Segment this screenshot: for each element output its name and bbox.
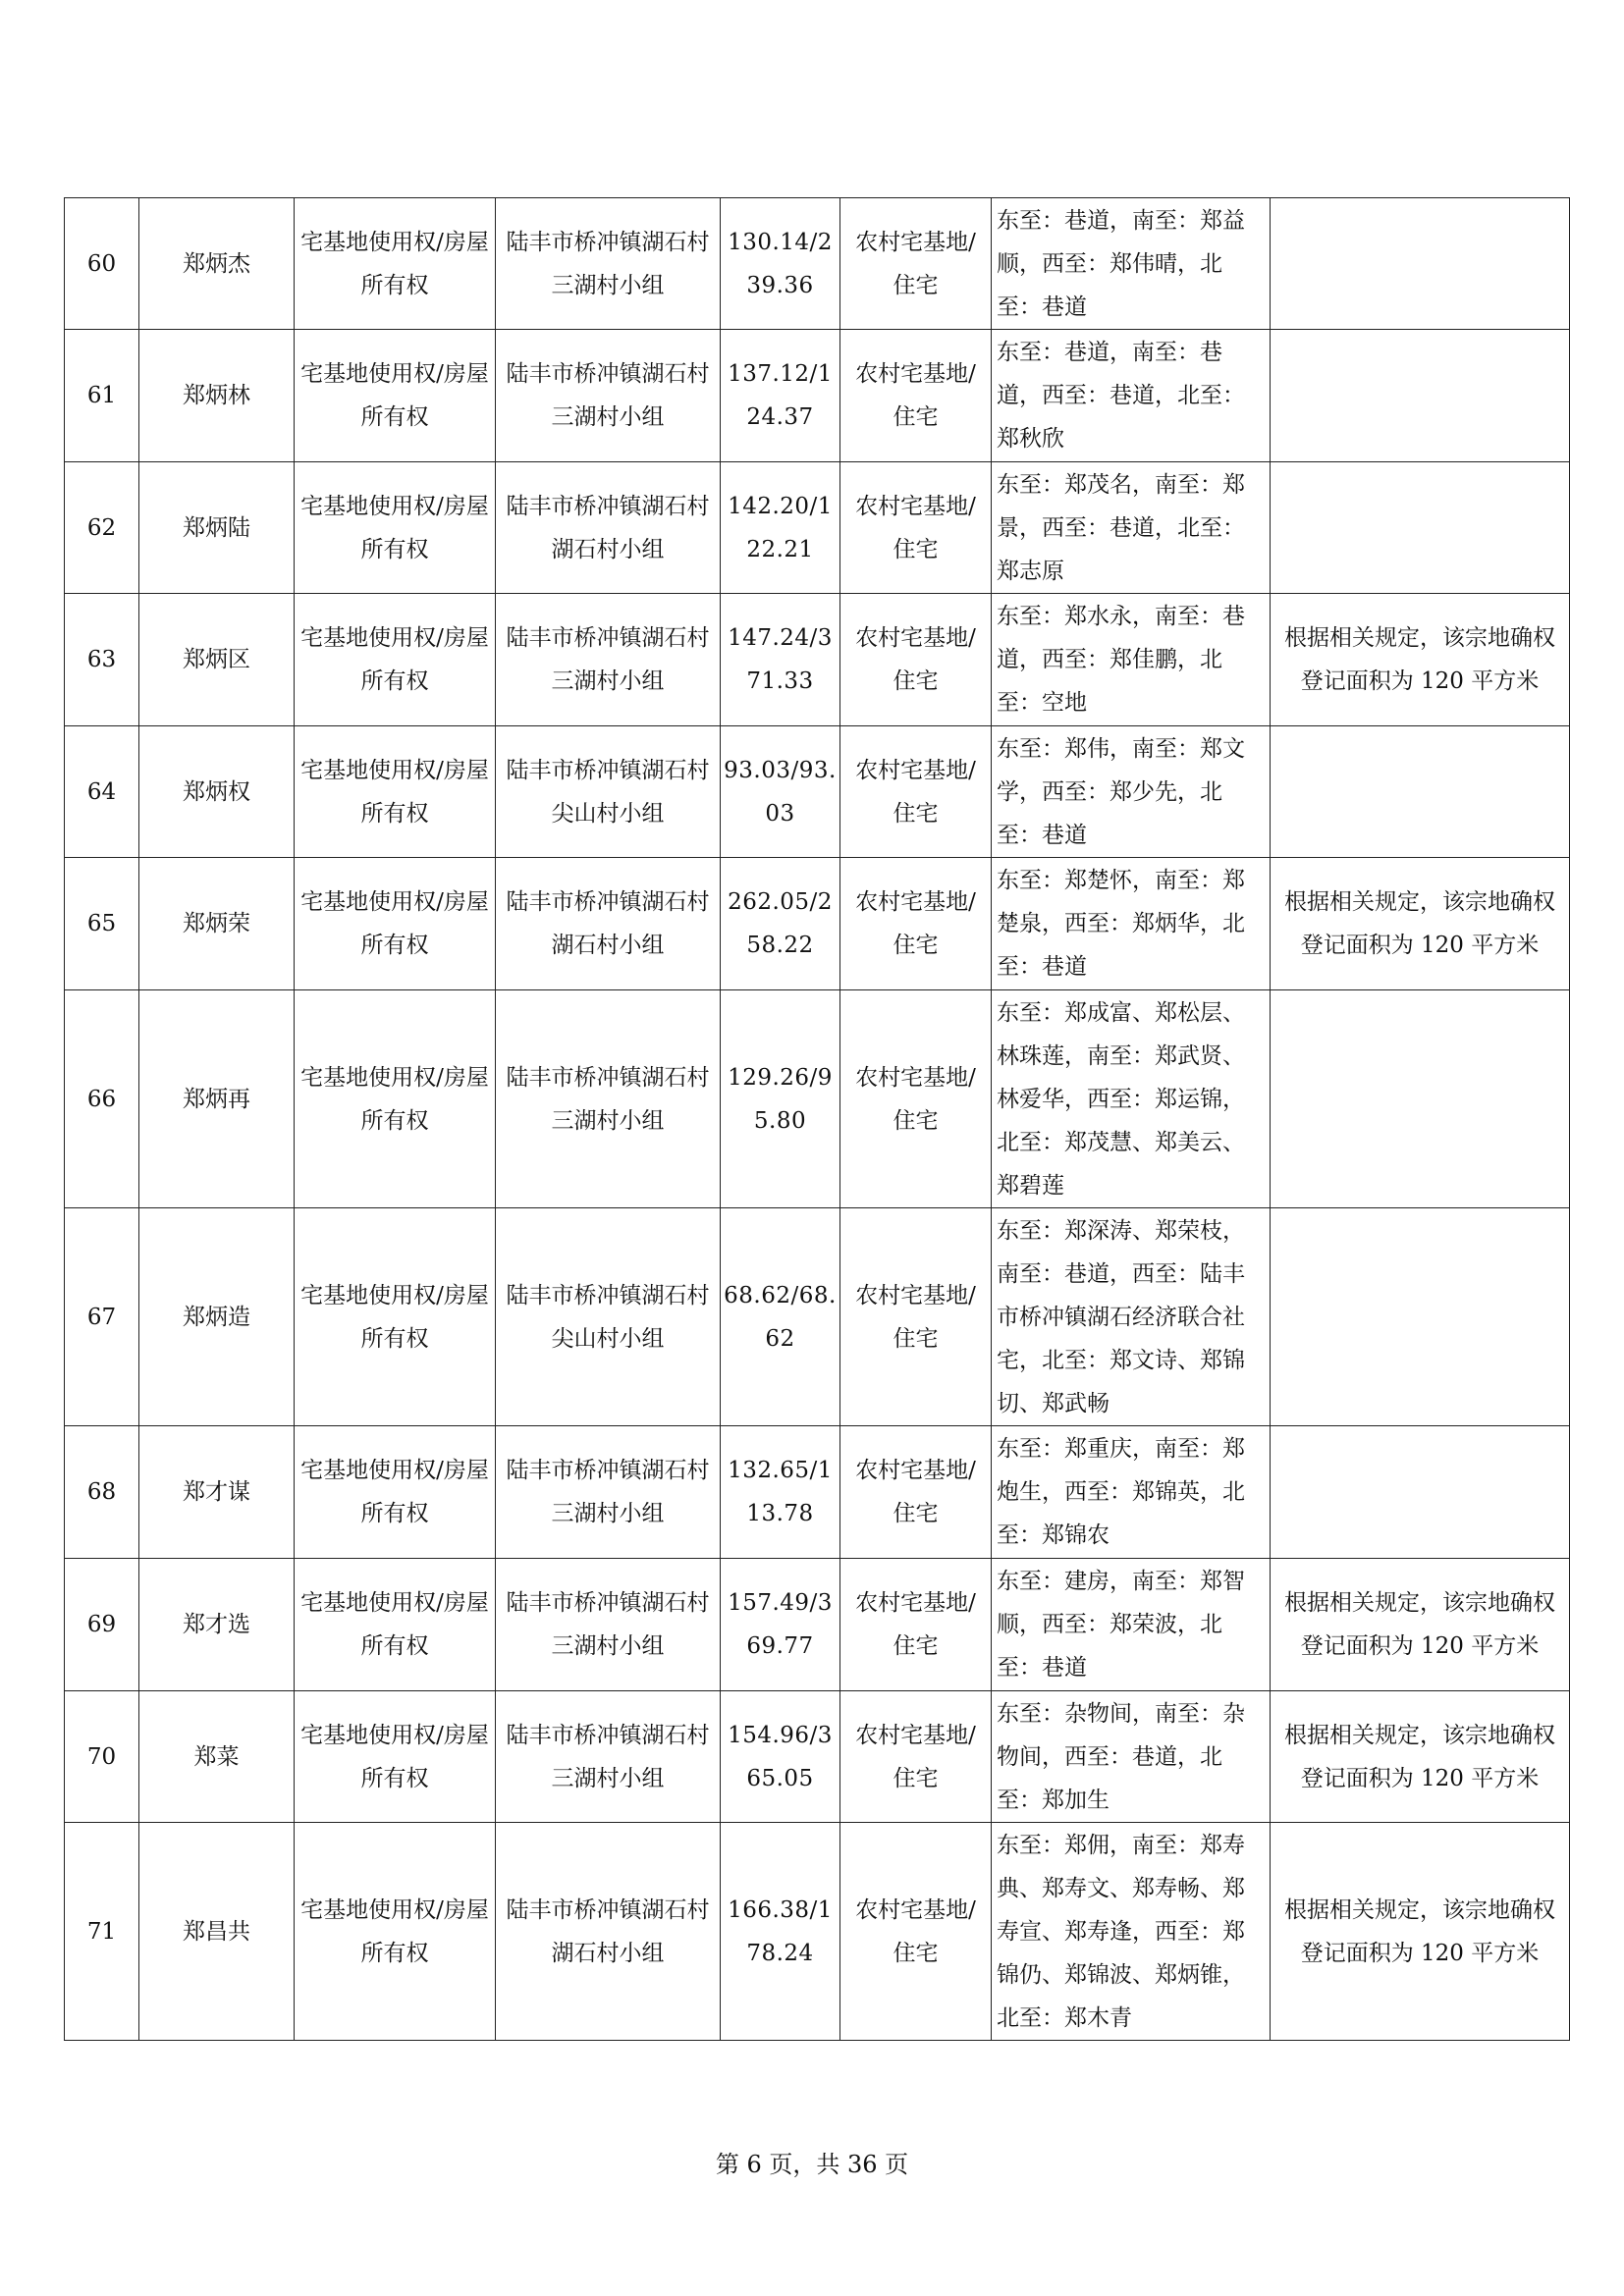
cell-row-number: 71: [65, 1823, 139, 2041]
cell-row-number: 61: [65, 330, 139, 462]
cell-right-type: 宅基地使用权/房屋所有权: [295, 726, 496, 858]
cell-owner-name: 郑炳区: [139, 594, 295, 726]
cell-row-number: 64: [65, 726, 139, 858]
cell-land-use: 农村宅基地/住宅: [840, 1426, 992, 1559]
cell-owner-name: 郑才谋: [139, 1426, 295, 1559]
cell-owner-name: 郑炳再: [139, 990, 295, 1208]
cell-location: 陆丰市桥冲镇湖石村湖石村小组: [496, 462, 721, 594]
table-row: [65, 1426, 1570, 1559]
cell-owner-name: 郑菜: [139, 1691, 295, 1823]
cell-row-number: 68: [65, 1426, 139, 1559]
cell-row-number: 66: [65, 990, 139, 1208]
cell-area: 132.65/113.78: [721, 1426, 840, 1559]
cell-location: 陆丰市桥冲镇湖石村湖石村小组: [496, 858, 721, 990]
cell-right-type: 宅基地使用权/房屋所有权: [295, 1691, 496, 1823]
cell-land-use: 农村宅基地/住宅: [840, 990, 992, 1208]
table-body: [65, 198, 1570, 2041]
cell-land-use: 农村宅基地/住宅: [840, 1691, 992, 1823]
cell-right-type: 宅基地使用权/房屋所有权: [295, 594, 496, 726]
table-row: [65, 198, 1570, 330]
table-row: [65, 1823, 1570, 2041]
cell-note: 根据相关规定，该宗地确权登记面积为 120 平方米: [1271, 858, 1570, 990]
cell-location: 陆丰市桥冲镇湖石村三湖村小组: [496, 1559, 721, 1691]
cell-area: 147.24/371.33: [721, 594, 840, 726]
cell-area: 130.14/239.36: [721, 198, 840, 330]
cell-right-type: 宅基地使用权/房屋所有权: [295, 858, 496, 990]
cell-owner-name: 郑炳陆: [139, 462, 295, 594]
cell-boundary: 东至：郑深涛、郑荣枝，南至：巷道，西至：陆丰市桥冲镇湖石经济联合社宅，北至：郑文诗、郑锦切、郑武畅: [992, 1208, 1271, 1426]
cell-owner-name: 郑炳荣: [139, 858, 295, 990]
cell-right-type: 宅基地使用权/房屋所有权: [295, 198, 496, 330]
cell-note: [1271, 330, 1570, 462]
cell-boundary: 东至：郑伟，南至：郑文学，西至：郑少先，北至：巷道: [992, 726, 1271, 858]
cell-boundary: 东至：郑茂名，南至：郑景，西至：巷道，北至：郑志原: [992, 462, 1271, 594]
cell-note: 根据相关规定，该宗地确权登记面积为 120 平方米: [1271, 1823, 1570, 2041]
cell-land-use: 农村宅基地/住宅: [840, 726, 992, 858]
table-row: [65, 1559, 1570, 1691]
cell-owner-name: 郑炳林: [139, 330, 295, 462]
table-row: [65, 858, 1570, 990]
registration-table: [64, 197, 1570, 2041]
cell-note: [1271, 462, 1570, 594]
cell-row-number: 62: [65, 462, 139, 594]
cell-area: 137.12/124.37: [721, 330, 840, 462]
cell-right-type: 宅基地使用权/房屋所有权: [295, 330, 496, 462]
cell-location: 陆丰市桥冲镇湖石村三湖村小组: [496, 330, 721, 462]
table-row: [65, 1691, 1570, 1823]
table-row: [65, 594, 1570, 726]
cell-location: 陆丰市桥冲镇湖石村湖石村小组: [496, 1823, 721, 2041]
cell-owner-name: 郑昌共: [139, 1823, 295, 2041]
cell-row-number: 65: [65, 858, 139, 990]
cell-note: [1271, 1208, 1570, 1426]
cell-boundary: 东至：巷道，南至：巷道，西至：巷道，北至：郑秋欣: [992, 330, 1271, 462]
cell-location: 陆丰市桥冲镇湖石村三湖村小组: [496, 1691, 721, 1823]
cell-area: 154.96/365.05: [721, 1691, 840, 1823]
cell-right-type: 宅基地使用权/房屋所有权: [295, 462, 496, 594]
cell-row-number: 67: [65, 1208, 139, 1426]
cell-right-type: 宅基地使用权/房屋所有权: [295, 1208, 496, 1426]
cell-area: 129.26/95.80: [721, 990, 840, 1208]
cell-boundary: 东至：郑重庆，南至：郑炮生，西至：郑锦英，北至：郑锦农: [992, 1426, 1271, 1559]
cell-note: [1271, 1426, 1570, 1559]
cell-land-use: 农村宅基地/住宅: [840, 1208, 992, 1426]
cell-right-type: 宅基地使用权/房屋所有权: [295, 990, 496, 1208]
cell-land-use: 农村宅基地/住宅: [840, 1823, 992, 2041]
cell-owner-name: 郑炳权: [139, 726, 295, 858]
table-row: [65, 990, 1570, 1208]
cell-land-use: 农村宅基地/住宅: [840, 462, 992, 594]
cell-area: 157.49/369.77: [721, 1559, 840, 1691]
cell-boundary: 东至：郑水永，南至：巷道，西至：郑佳鹏，北至：空地: [992, 594, 1271, 726]
cell-land-use: 农村宅基地/住宅: [840, 858, 992, 990]
cell-area: 166.38/178.24: [721, 1823, 840, 2041]
cell-boundary: 东至：杂物间，南至：杂物间，西至：巷道，北至：郑加生: [992, 1691, 1271, 1823]
cell-area: 262.05/258.22: [721, 858, 840, 990]
cell-land-use: 农村宅基地/住宅: [840, 1559, 992, 1691]
cell-location: 陆丰市桥冲镇湖石村三湖村小组: [496, 1426, 721, 1559]
cell-right-type: 宅基地使用权/房屋所有权: [295, 1426, 496, 1559]
cell-boundary: 东至：郑楚怀，南至：郑楚泉，西至：郑炳华，北至：巷道: [992, 858, 1271, 990]
cell-location: 陆丰市桥冲镇湖石村尖山村小组: [496, 726, 721, 858]
cell-area: 142.20/122.21: [721, 462, 840, 594]
cell-location: 陆丰市桥冲镇湖石村三湖村小组: [496, 198, 721, 330]
cell-owner-name: 郑炳造: [139, 1208, 295, 1426]
cell-note: [1271, 726, 1570, 858]
cell-row-number: 63: [65, 594, 139, 726]
cell-right-type: 宅基地使用权/房屋所有权: [295, 1559, 496, 1691]
cell-land-use: 农村宅基地/住宅: [840, 330, 992, 462]
cell-row-number: 69: [65, 1559, 139, 1691]
cell-right-type: 宅基地使用权/房屋所有权: [295, 1823, 496, 2041]
table-row: [65, 462, 1570, 594]
cell-area: 68.62/68.62: [721, 1208, 840, 1426]
cell-row-number: 60: [65, 198, 139, 330]
table-row: [65, 1208, 1570, 1426]
page-footer: 第 6 页，共 36 页: [715, 2151, 909, 2178]
cell-boundary: 东至：巷道，南至：郑益顺，西至：郑伟晴，北至：巷道: [992, 198, 1271, 330]
cell-boundary: 东至：郑成富、郑松层、林珠莲，南至：郑武贤、林爱华，西至：郑运锦，北至：郑茂慧、郑美云、郑碧莲: [992, 990, 1271, 1208]
cell-boundary: 东至：建房，南至：郑智顺，西至：郑荣波，北至：巷道: [992, 1559, 1271, 1691]
cell-location: 陆丰市桥冲镇湖石村三湖村小组: [496, 990, 721, 1208]
cell-land-use: 农村宅基地/住宅: [840, 594, 992, 726]
cell-note: 根据相关规定，该宗地确权登记面积为 120 平方米: [1271, 1559, 1570, 1691]
cell-location: 陆丰市桥冲镇湖石村尖山村小组: [496, 1208, 721, 1426]
cell-owner-name: 郑炳杰: [139, 198, 295, 330]
cell-land-use: 农村宅基地/住宅: [840, 198, 992, 330]
cell-note: [1271, 990, 1570, 1208]
cell-note: [1271, 198, 1570, 330]
cell-row-number: 70: [65, 1691, 139, 1823]
cell-boundary: 东至：郑佣，南至：郑寿典、郑寿文、郑寿畅、郑寿宣、郑寿逢，西至：郑锦仍、郑锦波、郑炳锥，北至：郑木青: [992, 1823, 1271, 2041]
cell-area: 93.03/93.03: [721, 726, 840, 858]
table-row: [65, 726, 1570, 858]
cell-location: 陆丰市桥冲镇湖石村三湖村小组: [496, 594, 721, 726]
cell-note: 根据相关规定，该宗地确权登记面积为 120 平方米: [1271, 594, 1570, 726]
table-row: [65, 330, 1570, 462]
cell-note: 根据相关规定，该宗地确权登记面积为 120 平方米: [1271, 1691, 1570, 1823]
cell-owner-name: 郑才选: [139, 1559, 295, 1691]
